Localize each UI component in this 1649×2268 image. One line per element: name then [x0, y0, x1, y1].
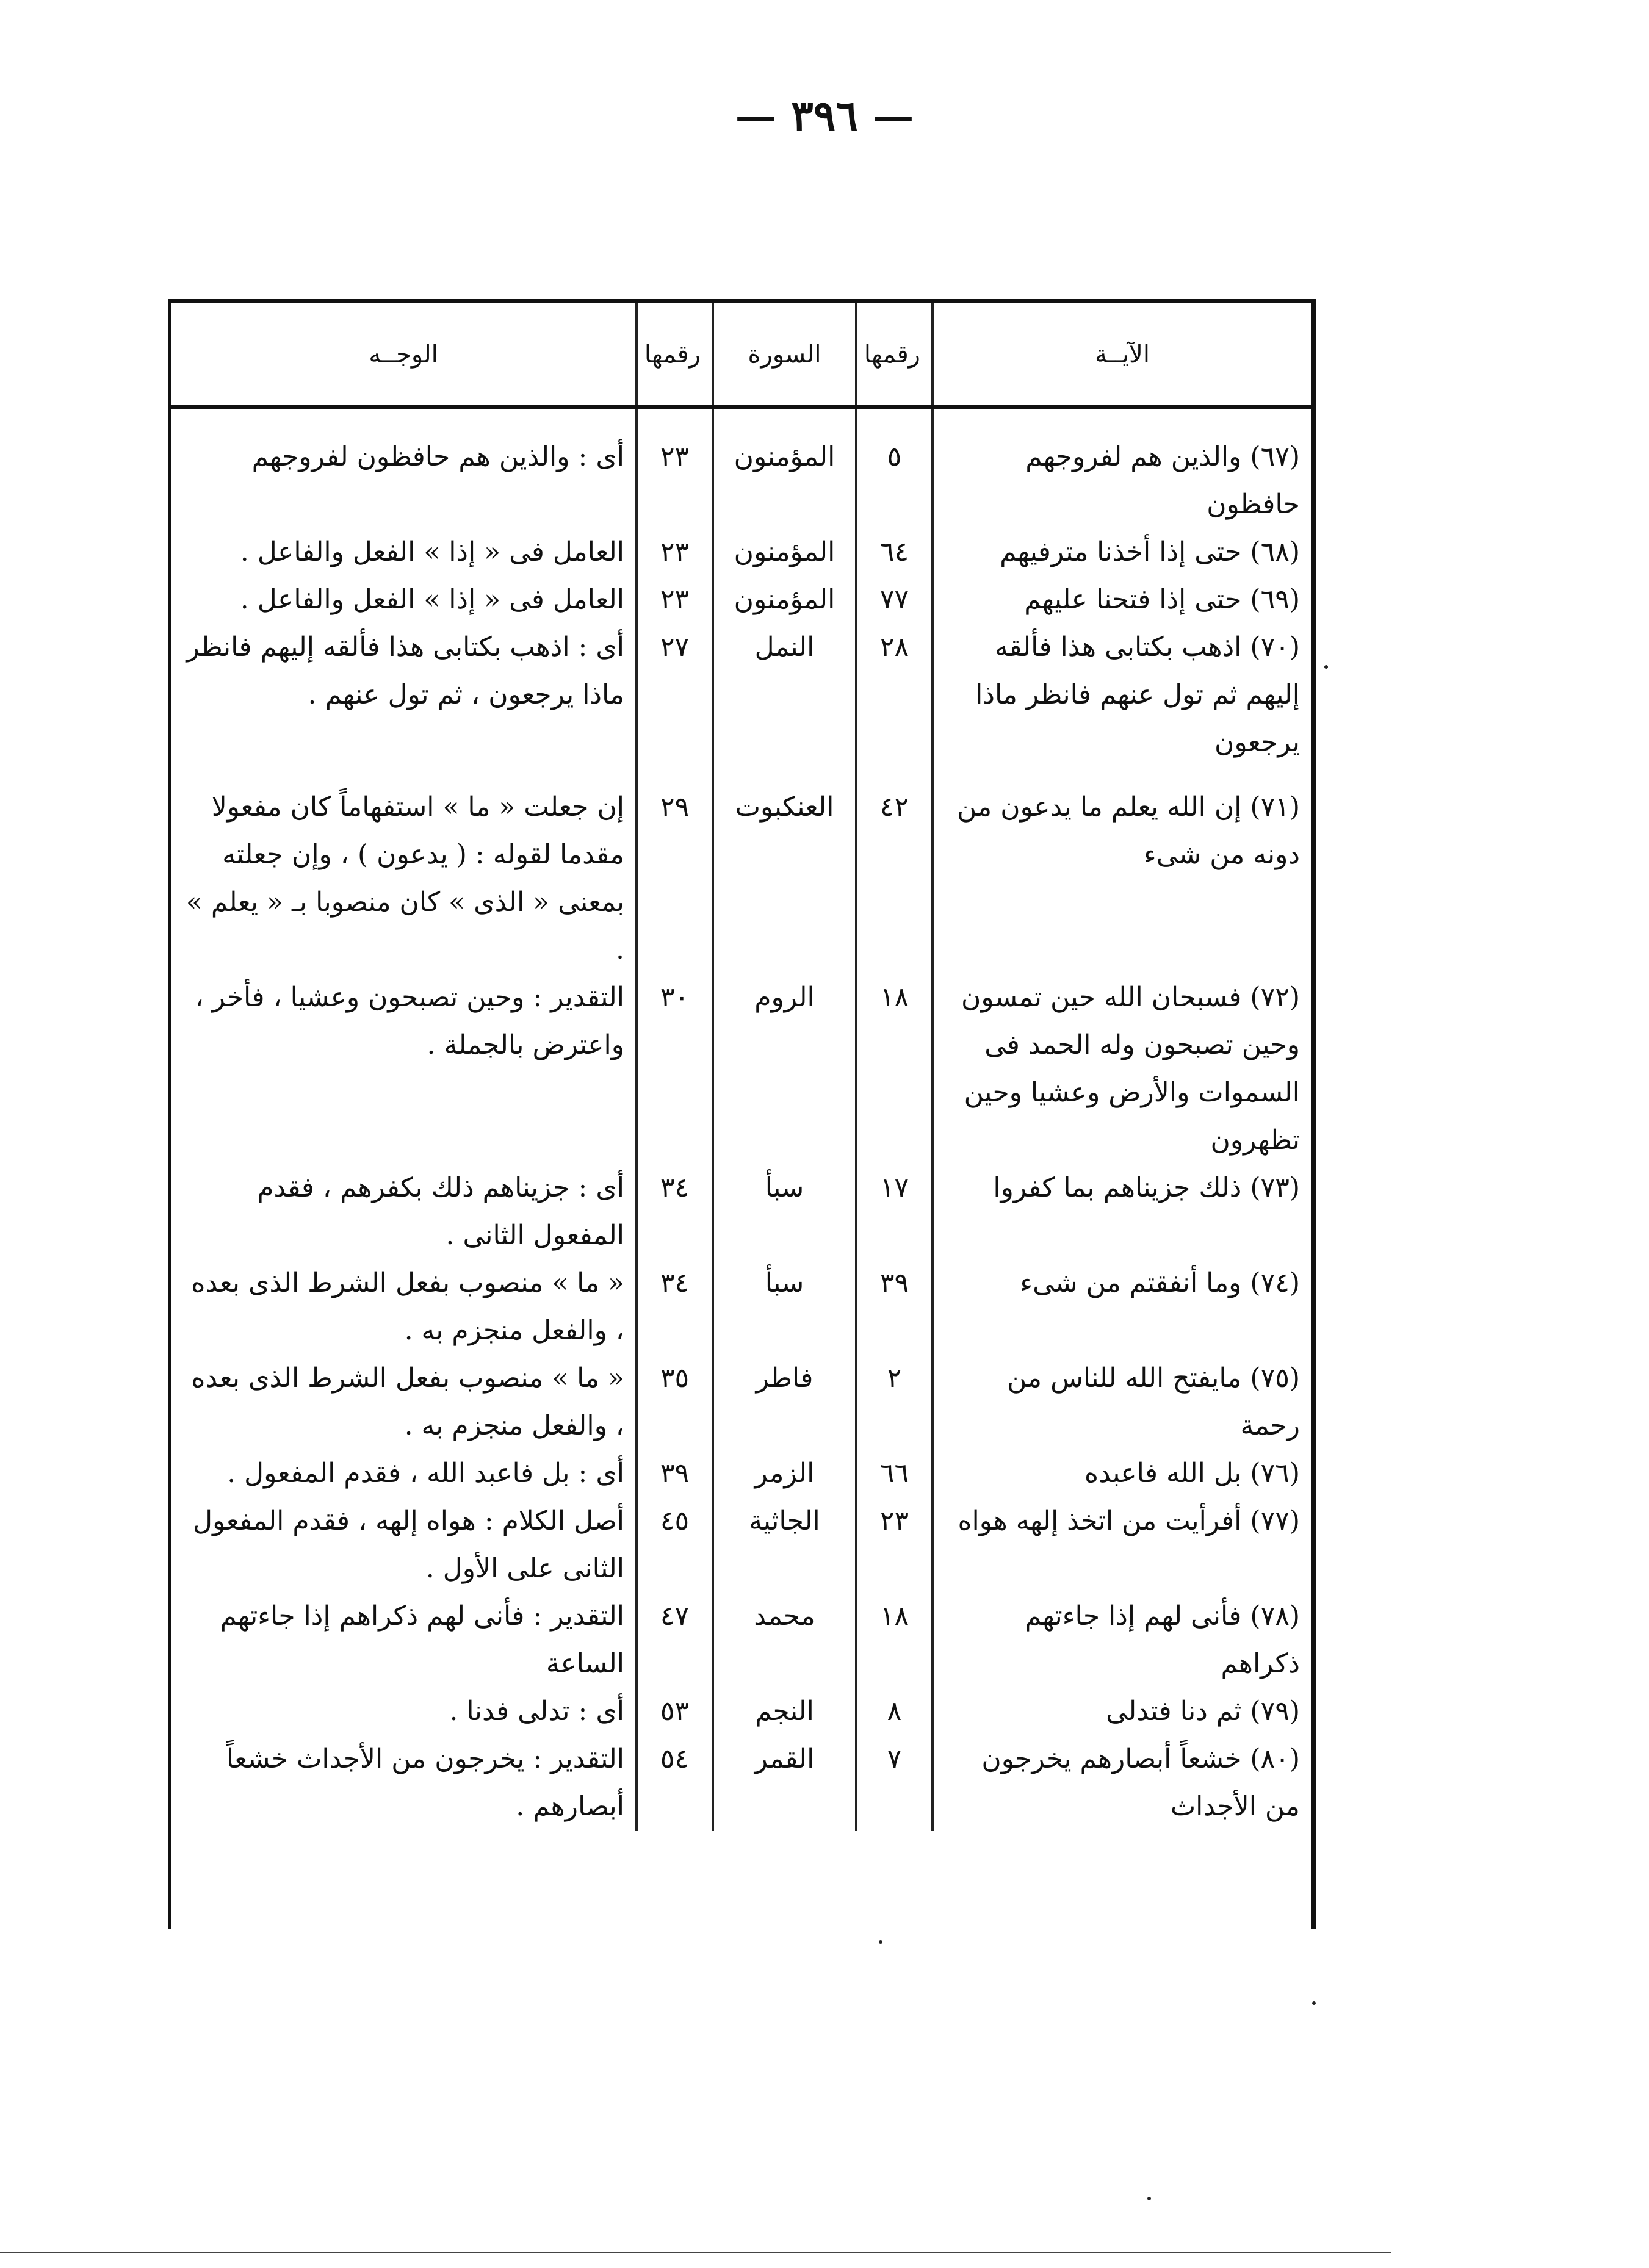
table-row [171, 576, 1311, 624]
sura-number: ٤٧ [637, 1593, 713, 1688]
aspect-text: أى : جزيناهم ذلك بكفرهم ، فقدم المفعول الثانى . [257, 1172, 624, 1251]
sura-number: ٥٣ [637, 1688, 713, 1735]
page-number: — ٣٩٦ — [735, 92, 914, 140]
sura-name: المؤمنون [713, 528, 856, 576]
header-verse: الآيــة [933, 303, 1311, 407]
sura-name: سبأ [713, 1259, 856, 1355]
sura-number: ٣٩ [637, 1450, 713, 1497]
sura-name: القمر [713, 1735, 856, 1831]
table-row [171, 1450, 1311, 1497]
scan-speck [1324, 665, 1328, 669]
aspect-text: « ما » منصوب بفعل الشرط الذى بعده ، والفعل منجزم به . [191, 1363, 624, 1441]
verse-number: ١٨ [856, 974, 933, 1164]
sura-name: سبأ [713, 1164, 856, 1259]
sura-name: الزمر [713, 1450, 856, 1497]
verse-number: ٦٤ [856, 528, 933, 576]
sura-number: ٥٤ [637, 1735, 713, 1831]
verse-text: (٧٧) أفرأيت من اتخذ إلهه هواه [933, 1497, 1311, 1593]
scan-speck [879, 1940, 882, 1944]
aspect-text: إن جعلت « ما » استفهاماً كان مفعولا مقدما لقوله : ( يدعون ) ، وإن جعلته بمعنى « الذى » كان منصوبا بـ « يعلم » . [186, 791, 624, 965]
table-row [171, 407, 1311, 528]
verse-text: (٦٩) حتى إذا فتحنا عليهم [933, 576, 1311, 624]
verse-text: (٦٧) والذين هم لفروجهم حافظون [933, 407, 1311, 528]
sura-name: النجم [713, 1688, 856, 1735]
verse-text: (٧١) إن الله يعلم ما يدعون من دونه من شىء [933, 783, 1311, 974]
table-row [171, 1164, 1311, 1259]
aspect-text: أى : والذين هم حافظون لفروجهم [251, 441, 624, 472]
aspect-text: التقدير : فأنى لهم ذكراهم إذا جاءتهم الساعة [220, 1600, 624, 1679]
verse-text: (٨٠) خشعاً أبصارهم يخرجون من الأجداث [933, 1735, 1311, 1831]
sura-number: ٢٣ [637, 407, 713, 528]
table-row [171, 1497, 1311, 1593]
verse-number: ٤٢ [856, 783, 933, 974]
header-verse-number: رقمها [856, 303, 933, 407]
table-row [171, 1593, 1311, 1688]
scan-speck [1312, 2001, 1316, 2005]
table-row [171, 528, 1311, 576]
sura-number: ٢٣ [637, 576, 713, 624]
sura-name: المؤمنون [713, 576, 856, 624]
sura-number: ٣٥ [637, 1355, 713, 1450]
sura-number: ٢٣ [637, 528, 713, 576]
table-row [171, 1688, 1311, 1735]
verse-number: ٨ [856, 1688, 933, 1735]
sura-name: الجاثية [713, 1497, 856, 1593]
scan-edge-line [0, 2252, 1391, 2253]
table-row [171, 974, 1311, 1164]
verse-text: (٧٢) فسبحان الله حين تمسون وحين تصبحون وله الحمد فى السموات والأرض وعشيا وحين تظهرون [933, 974, 1311, 1164]
table-row [171, 1355, 1311, 1450]
aspect-text: العامل فى « إذا » الفعل والفاعل . [240, 584, 624, 615]
sura-number: ٣٤ [637, 1164, 713, 1259]
aspect-text: أى : اذهب بكتابى هذا فألقه إليهم فانظر ماذا يرجعون ، ثم تول عنهم . [186, 632, 624, 710]
verse-table-frame [168, 299, 1316, 1929]
verse-text: (٧٠) اذهب بكتابى هذا فألقه إليهم ثم تول عنهم فانظر ماذا يرجعون [933, 624, 1311, 766]
table-header-row [171, 303, 1311, 407]
header-sura-number: رقمها [637, 303, 713, 407]
verse-number: ٧٧ [856, 576, 933, 624]
table-row [171, 783, 1311, 974]
sura-name: محمد [713, 1593, 856, 1688]
verse-text: (٧٨) فأنى لهم إذا جاءتهم ذكراهم [933, 1593, 1311, 1688]
header-sura: السورة [713, 303, 856, 407]
verse-number: ٢٣ [856, 1497, 933, 1593]
aspect-text: التقدير : يخرجون من الأجداث خشعاً أبصارهم . [226, 1743, 624, 1822]
sura-number: ٣٤ [637, 1259, 713, 1355]
verse-text: (٧٥) مايفتح الله للناس من رحمة [933, 1355, 1311, 1450]
verse-text: (٧٩) ثم دنا فتدلى [933, 1688, 1311, 1735]
aspect-text: أى : تدلى فدنا . [449, 1696, 624, 1727]
verse-text: (٦٨) حتى إذا أخذنا مترفيهم [933, 528, 1311, 576]
verse-table [171, 303, 1311, 1831]
verse-number: ١٧ [856, 1164, 933, 1259]
aspect-text: « ما » منصوب بفعل الشرط الذى بعده ، والفعل منجزم به . [191, 1267, 624, 1346]
verse-text: (٧٣) ذلك جزيناهم بما كفروا [933, 1164, 1311, 1259]
sura-name: العنكبوت [713, 783, 856, 974]
table-row [171, 1735, 1311, 1831]
verse-text: (٧٤) وما أنفقتم من شىء [933, 1259, 1311, 1355]
aspect-text: أصل الكلام : هواه إلهه ، فقدم المفعول الثانى على الأول . [193, 1505, 624, 1584]
aspect-text: التقدير : وحين تصبحون وعشيا ، فأخر ، واعترض بالجملة . [195, 982, 624, 1060]
verse-number: ١٨ [856, 1593, 933, 1688]
verse-number: ٥ [856, 407, 933, 528]
sura-number: ٣٠ [637, 974, 713, 1164]
sura-name: المؤمنون [713, 407, 856, 528]
aspect-text: العامل فى « إذا » الفعل والفاعل . [240, 536, 624, 567]
sura-number: ٢٧ [637, 624, 713, 766]
verse-number: ٢ [856, 1355, 933, 1450]
table-row [171, 1259, 1311, 1355]
sura-name: النمل [713, 624, 856, 766]
sura-name: فاطر [713, 1355, 856, 1450]
verse-number: ٢٨ [856, 624, 933, 766]
sura-name: الروم [713, 974, 856, 1164]
verse-number: ٦٦ [856, 1450, 933, 1497]
header-aspect: الوجــه [171, 303, 637, 407]
scan-speck [1147, 2197, 1151, 2200]
aspect-text: أى : بل فاعبد الله ، فقدم المفعول . [227, 1458, 624, 1489]
verse-number: ٧ [856, 1735, 933, 1831]
verse-text: (٧٦) بل الله فاعبده [933, 1450, 1311, 1497]
row-spacer [171, 766, 1311, 783]
table-row [171, 624, 1311, 766]
sura-number: ٢٩ [637, 783, 713, 974]
verse-number: ٣٩ [856, 1259, 933, 1355]
sura-number: ٤٥ [637, 1497, 713, 1593]
